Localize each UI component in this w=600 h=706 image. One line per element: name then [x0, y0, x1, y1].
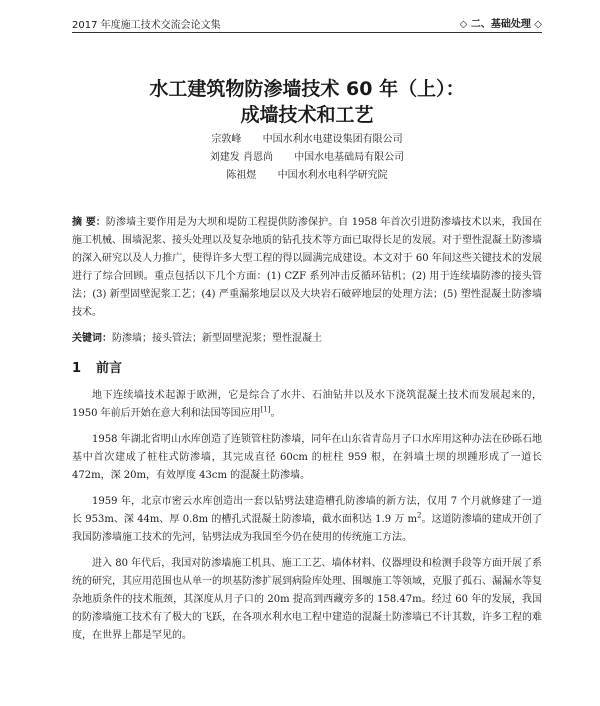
abstract-text: 防渗墙主要作用是为大坝和堤防工程提供防渗保护。自 1958 年首次引进防渗墙技术以来，我国在施工机械、围墙泥浆、接头处理以及复杂地质的钻孔技术等方面已取得长足的发展。对于塑性混凝土防渗墙的深入研究以及人力推广，使得许多大型工程的得以圆满完成建设。本文对于 60 年间这些关键技术的发展进行了综合回顾。重点包括以下几个方面：(1) CZF 系列冲击反循环钻机；(2) 用于连续墙防渗的接头管法；(3) 新型固壁泥浆工艺；(4) 严重漏浆地层以及大块岩石破碎地层的处理方法；(5) 塑性混凝土防渗墙技术。: [72, 217, 542, 318]
author-row: [72, 131, 542, 149]
author-name: 陈祖煜: [226, 170, 257, 181]
abstract: [72, 214, 542, 322]
author-affiliation: 中国水利水电建设集团有限公司: [262, 134, 403, 145]
author-name: 宗敦峰: [211, 134, 242, 145]
running-header: [72, 10, 542, 33]
keywords-text: 防渗墙；接头管法；新型固壁泥浆；塑性混凝土: [112, 333, 322, 344]
author-list: [72, 131, 542, 185]
section-name: ◇ 二、基础处理 ◇: [459, 19, 542, 30]
citation-ref: [1]: [260, 405, 271, 414]
superscript-unit: 2: [417, 511, 422, 520]
section-number: 1: [72, 361, 82, 376]
author-name: 刘建发 肖恩尚: [209, 152, 273, 163]
keywords: [72, 330, 542, 348]
section-heading: [72, 357, 542, 376]
paragraph: 1959 年，北京市密云水库创造出一套以钻劈法建造槽孔防渗墙的新方法，仅用 7 个月就修建了一道长 953m、深 44m、厚 0.8m 的槽孔式混凝土防渗墙，截水面积达 1.9 万 $m^2$。这道防渗墙的建成开创了我国防渗墙施工技术的先河，钻劈法成为我国至今仍在使用的传统施工方法。: [72, 496, 542, 543]
paragraph: 1958 年湖北省明山水库创造了连锁管柱防渗墙，同年在山东省青岛月子口水库用这种办法在砂砾石地基中首次建成了桩柱式防渗墙，其完成直径 60cm 的桩柱 959 根，在斜墙土坝的坝踵形成了一道长 472m，深 20m，有效厚度 43cm 的混凝土防渗墙。: [72, 434, 542, 481]
section-title: 前言: [96, 361, 123, 376]
paper-title: [72, 76, 542, 128]
paragraph: 地下连续墙技术起源于欧洲，它是综合了水井、石油钻井以及水下浇筑混凝土技术而发展起来的，1950 年前后开始在意大利和法国等国应用[1]。: [72, 390, 542, 419]
author-affiliation: 中国水电基础局有限公司: [294, 152, 405, 163]
author-row: [72, 167, 542, 185]
journal-name: 2017 年度施工技术交流会论文集: [72, 20, 221, 31]
abstract-label: 摘 要：: [72, 217, 106, 228]
body-text: [72, 387, 542, 653]
paragraph: 进入 80 年代后，我国对防渗墙施工机具、施工工艺、墙体材料、仪器埋设和检测手段等方面开展了系统的研究，其应用范围也从单一的坝基防渗扩展到病险库处理、围堰施工等领域，克服了孤石、漏漏水等复杂地质条件的技术瓶颈，其深度从月子口的 20m 提高到西藏旁多的 158.47m。经过 60 年的发展，我国的防渗墙施工技术有了极大的飞跃，在各项水利水电工程中建造的混凝土防渗墙已不计其数，许多工程的难度，在世界上都是罕见的。: [72, 558, 542, 641]
keywords-label: 关键词：: [72, 333, 112, 344]
author-affiliation: 中国水利水电科学研究院: [277, 170, 388, 181]
title-line-1: 水工建筑物防渗墙技术 60 年（上）：: [149, 78, 465, 100]
author-row: [72, 149, 542, 167]
title-line-2: 成墙技术和工艺: [240, 104, 374, 126]
